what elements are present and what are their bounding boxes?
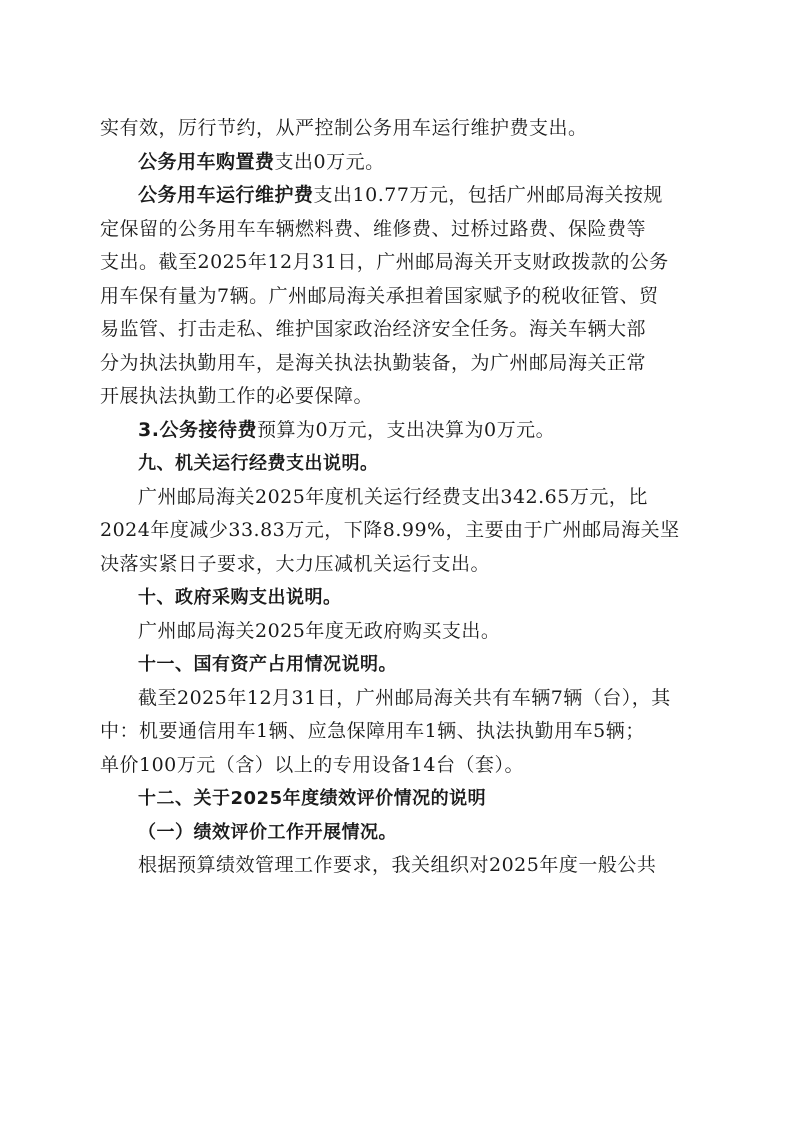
paragraph-line (100, 682, 710, 716)
paragraph-line (100, 514, 710, 548)
paragraph-line (100, 347, 710, 381)
text-run: 中：机要通信用车1辆、应急保障用车1辆、执法执勤用车5辆； (100, 720, 645, 742)
text-run: 广州邮局海关2025年度机关运行经费支出342.65万元，比 (138, 485, 648, 508)
text-run: 预算为0万元，支出决算为0万元。 (256, 418, 556, 441)
section-heading (100, 782, 710, 816)
paragraph-line (100, 213, 710, 247)
text-run: 根据预算绩效管理工作要求，我关组织对2025年度一般公共 (138, 854, 657, 876)
paragraph-line (100, 715, 710, 749)
paragraph-line (100, 414, 710, 448)
paragraph-line (100, 380, 710, 414)
text-run: 决落实紧日子要求，大力压减机关运行支出。 (100, 552, 491, 575)
inline-heading: 公务用车购置费 (138, 150, 275, 173)
section-heading (100, 581, 710, 615)
heading-text: 九、机关运行经费支出说明。 (138, 453, 379, 474)
text-run: 用车保有量为7辆。广州邮局海关承担着国家赋予的税收征管、贸 (100, 284, 659, 307)
paragraph-line (100, 615, 710, 649)
paragraph-line (100, 749, 710, 783)
paragraph-line (100, 313, 710, 347)
text-run: 实有效，厉行节约，从严控制公务用车运行维护费支出。 (100, 117, 588, 139)
text-run: 定保留的公务用车车辆燃料费、维修费、过桥过路费、保险费等 (100, 217, 647, 240)
paragraph-line (100, 179, 710, 213)
paragraph-line (100, 548, 710, 582)
heading-text: 十一、国有资产占用情况说明。 (138, 654, 397, 675)
paragraph-line (100, 246, 710, 280)
text-run: 易监管、打击走私、维护国家政治经济安全任务。海关车辆大部 (100, 318, 647, 340)
inline-heading: 3.公务接待费 (138, 418, 257, 441)
section-heading (100, 447, 710, 481)
inline-heading: 公务用车运行维护费 (138, 184, 314, 206)
text-run: 支出。截至2025年12月31日，广州邮局海关开支财政拨款的公务 (100, 251, 669, 273)
paragraph-line (100, 280, 710, 314)
document-page (100, 112, 710, 883)
heading-text: 十、政府采购支出说明。 (138, 587, 342, 608)
paragraph-line (100, 481, 710, 515)
text-run: 2024年度减少33.83万元，下降8.99%，主要由于广州邮局海关坚 (100, 519, 680, 541)
heading-text: 十二、关于2025年度绩效评价情况的说明 (138, 788, 487, 809)
text-run: 单价100万元（含）以上的专用设备14台（套）。 (100, 753, 524, 776)
section-heading (100, 648, 710, 682)
paragraph-line (100, 112, 710, 146)
text-run: 支出0万元。 (274, 150, 385, 173)
text-run: 截至2025年12月31日，广州邮局海关共有车辆7辆（台），其 (138, 686, 671, 709)
paragraph-line (100, 849, 710, 883)
text-run: 广州邮局海关2025年度无政府购买支出。 (138, 619, 501, 642)
text-run: 分为执法执勤用车，是海关执法执勤装备，为广州邮局海关正常 (100, 351, 647, 374)
text-run: 支出10.77万元，包括广州邮局海关按规 (313, 184, 663, 206)
heading-text: （一）绩效评价工作开展情况。 (138, 821, 397, 843)
paragraph-line (100, 146, 710, 180)
text-run: 开展执法执勤工作的必要保障。 (100, 385, 374, 407)
subsection-heading (100, 816, 710, 850)
